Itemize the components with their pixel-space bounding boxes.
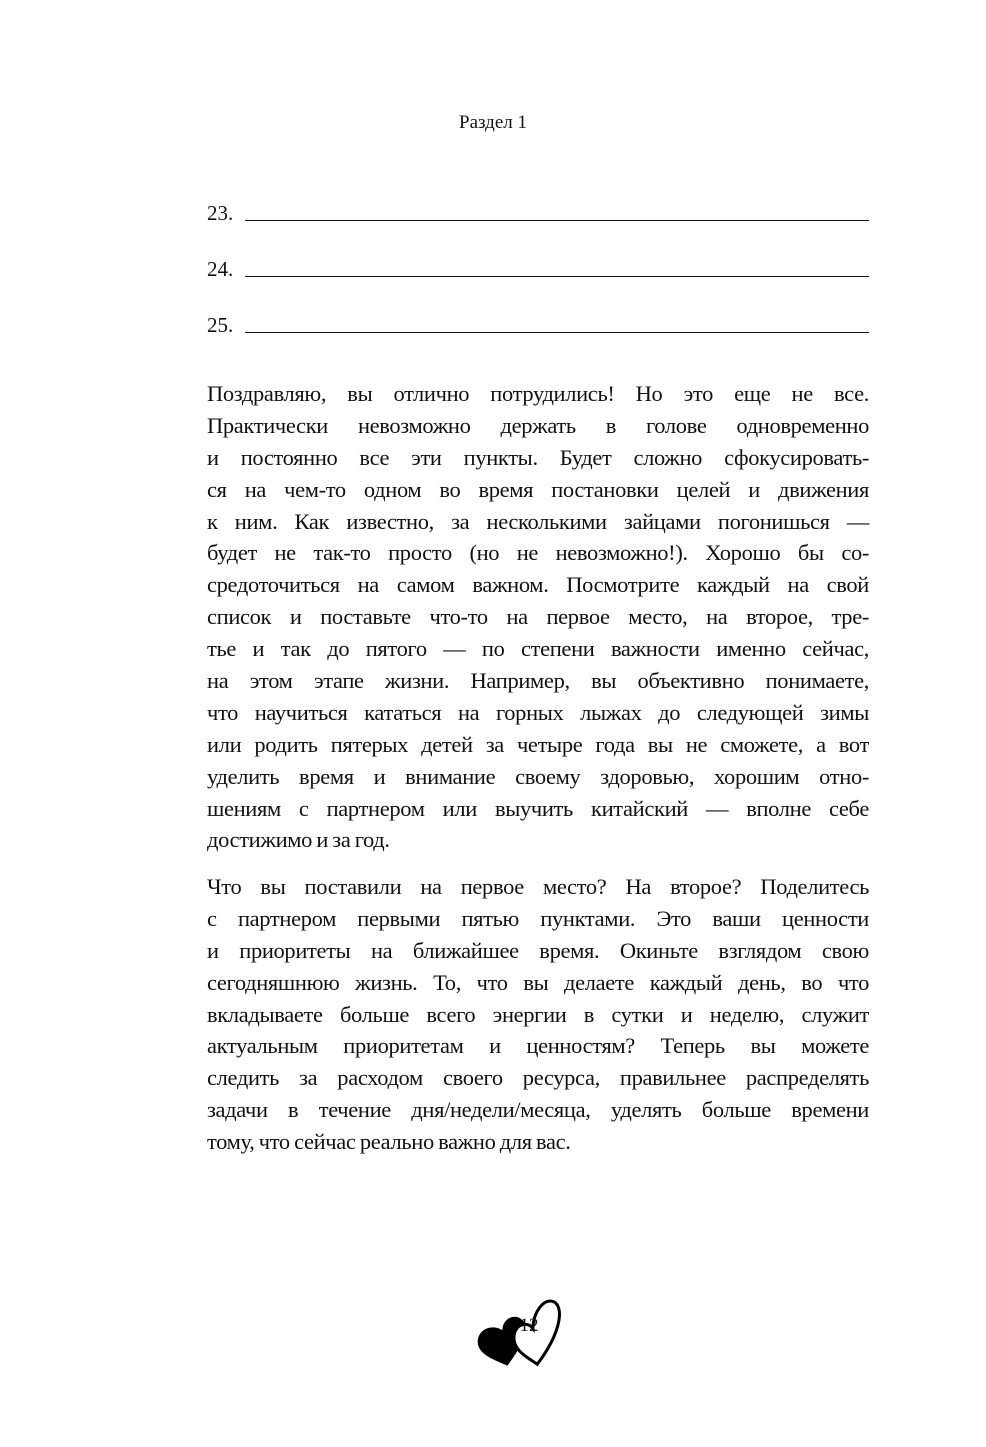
text-line: следить за расходом своего ресурса, правильнее распределять: [207, 1065, 869, 1091]
text-line: тье и так до пятого — по степени важности именно сейчас,: [207, 636, 869, 662]
line-number: 25.: [207, 313, 234, 337]
page-number: 12: [519, 1315, 539, 1336]
fill-in-line: [207, 308, 869, 338]
text-line: или родить пятерых детей за четыре года вы не сможете, а вот: [207, 731, 869, 757]
body-paragraph-1: [207, 378, 869, 856]
text-line: и постоянно все эти пункты. Будет сложно сфокусировать-: [207, 444, 869, 470]
text-line: задачи в течение дня/недели/месяца, уделять больше времени: [207, 1097, 869, 1123]
blank-underline: [245, 220, 869, 221]
body-paragraph-2: [207, 871, 869, 1158]
blank-underline: [245, 332, 869, 333]
text-line: уделить время и внимание своему здоровью, хорошим отно-: [207, 763, 869, 789]
blank-underline: [245, 276, 869, 277]
fill-in-line: [207, 196, 869, 226]
text-line: сегодняшнюю жизнь. То, что вы делаете каждый день, во что: [207, 969, 869, 995]
text-line: тому, что сейчас реально важно для вас.: [207, 1129, 571, 1155]
text-line: актуальным приоритетам и ценностям? Теперь вы можете: [207, 1033, 869, 1059]
text-line: на этом этапе жизни. Например, вы объективно понимаете,: [207, 668, 869, 694]
text-line: с партнером первыми пятью пунктами. Это ваши ценности: [207, 905, 869, 931]
text-line: что научиться кататься на горных лыжах до следующей зимы: [207, 699, 869, 725]
text-line: шениям с партнером или выучить китайский — вполне себе: [207, 795, 869, 821]
text-line: Что вы поставили на первое место? На второе? Поделитесь: [207, 874, 869, 899]
text-line: Поздравляю, вы отлично потрудились! Но это еще не все.: [207, 381, 869, 406]
text-line: ся на чем-то одном во время постановки целей и движения: [207, 476, 869, 502]
text-line: вкладываете больше всего энергии в сутки и неделю, служит: [207, 1001, 869, 1027]
text-line: и приоритеты на ближайшее время. Окиньте взглядом свою: [207, 937, 869, 963]
text-line: будет не так-то просто (но не невозможно!). Хорошо бы со-: [207, 540, 869, 566]
running-header: Раздел 1: [459, 112, 527, 133]
text-line: Практически невозможно держать в голове одновременно: [207, 412, 869, 438]
line-number: 24.: [207, 257, 234, 281]
text-line: список и поставьте что-то на первое место, на второе, тре-: [207, 604, 869, 630]
text-line: средоточиться на самом важном. Посмотрите каждый на свой: [207, 572, 869, 598]
line-number: 23.: [207, 201, 234, 225]
text-line: достижимо и за год.: [207, 827, 390, 853]
text-line: к ним. Как известно, за несколькими зайцами погонишься —: [207, 508, 869, 534]
fill-in-line: [207, 252, 869, 282]
